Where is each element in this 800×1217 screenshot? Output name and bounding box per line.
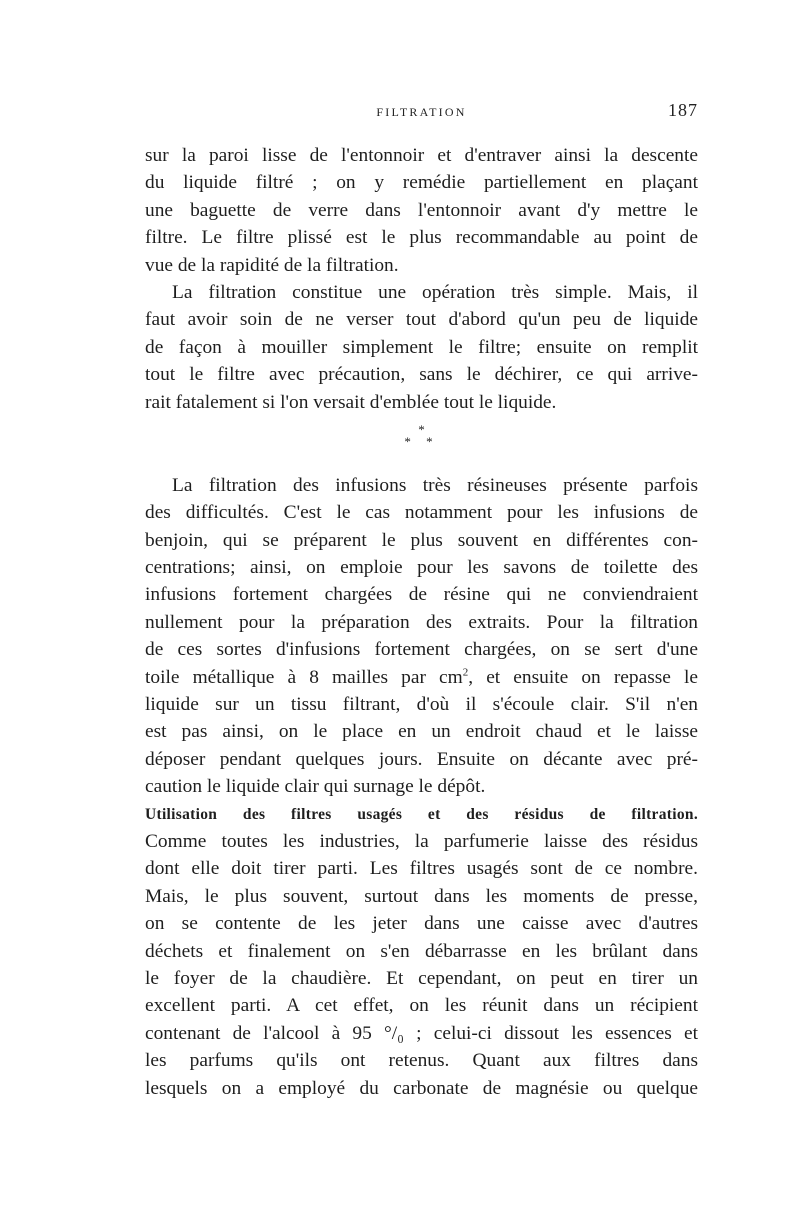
text-line: filtre. Le filtre plissé est le plus recommandable au point de (145, 227, 698, 249)
text-line: de façon à mouiller simplement le filtre; ensuite on remplit (145, 336, 698, 358)
text-line: une baguette de verre dans l'entonnoir avant d'y mettre le (145, 199, 698, 221)
text-line: du liquide filtré ; on y remédie partiellement en plaçant (145, 172, 698, 194)
text-line: contenant de l'alcool à 95 °/₀ ; celui-ci dissout les essences et (145, 1022, 698, 1044)
text-line: liquide sur un tissu filtrant, d'où il s'écoule clair. S'il n'en (145, 694, 698, 716)
text-line: tout le filtre avec précaution, sans le déchirer, ce qui arrive- (145, 364, 698, 386)
text-line: les parfums qu'ils ont retenus. Quant aux filtres dans (145, 1050, 698, 1072)
text-line-mesh (145, 664, 698, 691)
text-line: dont elle doit tirer parti. Les filtres usagés sont de ce nombre. (145, 858, 698, 880)
superscript-2: 2 (462, 666, 469, 679)
text-line: est pas ainsi, on le place en un endroit chaud et le laisse (145, 721, 698, 743)
text-line: déposer pendant quelques jours. Ensuite on décante avec pré- (145, 748, 698, 770)
text-line: on se contente de les jeter dans une caisse avec d'autres (145, 913, 698, 935)
section-heading: Utilisation des filtres usagés et des résidus de filtration. (145, 805, 698, 823)
text-line: La filtration des infusions très résineuses présente parfois (172, 474, 698, 496)
text-line: centrations; ainsi, on emploie pour les savons de toilette des (145, 557, 698, 579)
text-line: benjoin, qui se préparent le plus souvent en différentes con- (145, 529, 698, 551)
text-line: Comme toutes les industries, la parfumerie laisse des résidus (145, 830, 698, 852)
asterism-bottom: * * (404, 433, 439, 449)
text-line: La filtration constitue une opération très simple. Mais, il (172, 281, 698, 303)
running-title: FILTRATION (376, 105, 467, 119)
mesh-text-before: toile métallique à 8 mailles par cm (145, 666, 463, 688)
text-line: des difficultés. C'est le cas notamment pour les infusions de (145, 502, 698, 524)
body-text (145, 142, 698, 1102)
text-line: lesquels on a employé du carbonate de magnésie ou quelque (145, 1077, 698, 1099)
text-line: faut avoir soin de ne verser tout d'abord qu'un peu de liquide (145, 309, 698, 331)
text-line: rait fatalement si l'on versait d'emblée tout le liquide. (145, 391, 557, 413)
text-line: infusions fortement chargées de résine qui ne conviendraient (145, 584, 698, 606)
text-line: excellent parti. A cet effet, on les réunit dans un récipient (145, 995, 698, 1017)
text-line: Mais, le plus souvent, surtout dans les moments de presse, (145, 885, 698, 907)
asterism-top: * (418, 421, 425, 437)
page-number: 187 (668, 100, 698, 120)
text-line: vue de la rapidité de la filtration. (145, 254, 399, 276)
text-line: le foyer de la chaudière. Et cependant, on peut en tirer un (145, 967, 698, 989)
text-line: caution le liquide clair qui surnage le dépôt. (145, 776, 486, 798)
running-head (145, 100, 698, 124)
text-line: déchets et finalement on s'en débarrasse en les brûlant dans (145, 940, 698, 962)
text-line: sur la paroi lisse de l'entonnoir et d'entraver ainsi la descente (145, 145, 698, 166)
asterism-separator (145, 416, 698, 472)
text-line: de ces sortes d'infusions fortement chargées, on se sert d'une (145, 639, 698, 661)
mesh-text-after: , et ensuite on repasse le (468, 666, 699, 688)
text-line: nullement pour la préparation des extraits. Pour la filtration (145, 611, 698, 633)
